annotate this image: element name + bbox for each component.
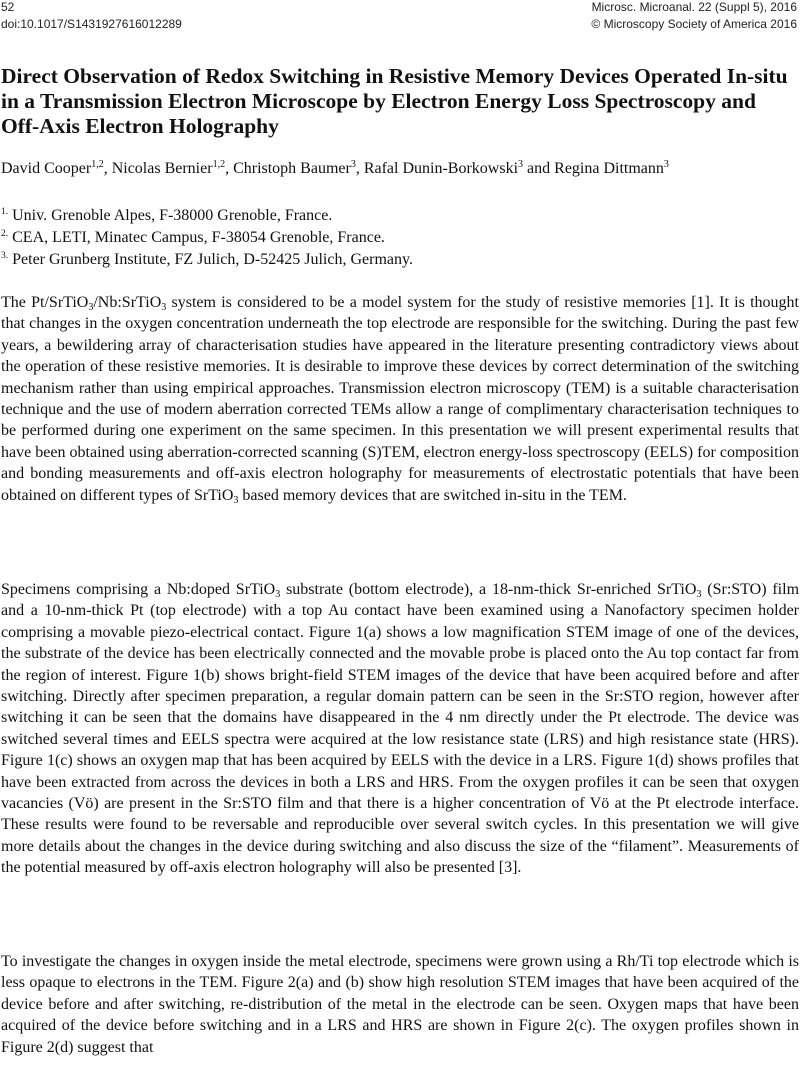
body-paragraph-3: To investigate the changes in oxygen inside the metal electrode, specimens were grown using a Rh/Ti top electrode which is less opaque to electrons in the TEM. Figure 2(a) and (b) show high resolution STEM images that have been acquired of the device before and after switching, re-distribution of the metal in the electrode can be seen. Oxygen maps that have been acquired of the device before switching and in a LRS and HRS are shown in Figure 2(c). The oxygen profiles shown in Figure 2(d) suggest that (1, 953, 799, 1056)
author (554, 160, 669, 177)
affiliation-list (1, 205, 413, 271)
text-run: substrate (bottom electrode), a 18-nm-thick Sr-enriched SrTiO (280, 581, 697, 598)
author (112, 160, 233, 177)
journal-citation: Microsc. Microanal. 22 (Suppl 5), 2016 (591, 0, 797, 14)
affiliation (1, 249, 413, 271)
text-run: system is considered to be a model system for the study of resistive memories [1]. It is thought that changes in the oxygen concentration underneath the top electrode are responsible for the switching. During the past few years, a bewildering array of characterisation studies have appeared in the literature presenting contradictory views about the operation of these resistive memories. It is desirable to improve these devices by correct determination of the switching mechanism rather than using empirical approaches. Transmission electron microscopy (TEM) is a suitable characterisation technique and the use of modern aberration corrected TEMs allow a range of complimentary characterisation techniques to be performed during one experiment on the same specimen. In this presentation we will present experimental results that have been obtained using aberration-corrected scanning (S)TEM, electron energy-loss spectroscopy (EELS) for composition and bonding measurements and off-axis electron holography for measurements of electrostatic potentials that have been obtained on different types of SrTiO (1, 294, 799, 504)
text-run: /Nb:SrTiO (93, 294, 162, 311)
author (364, 160, 554, 177)
text-run: Specimens comprising a Nb:doped SrTiO (1, 581, 276, 598)
doi: doi:10.1017/S1431927616012289 (1, 17, 182, 31)
copyright: © Microscopy Society of America 2016 (591, 17, 797, 31)
paper-title: Direct Observation of Redox Switching in Resistive Memory Devices Operated In-situ in a Transmission Electron Microscope by Electron Energy Loss Spectroscopy and Off-Axis Electron Holography (1, 64, 788, 138)
affiliation-text: Peter Grunberg Institute, FZ Julich, D-52425 Julich, Germany. (8, 251, 413, 268)
author-separator: , (103, 160, 112, 177)
subscript: 3 (233, 494, 239, 506)
author (1, 160, 112, 177)
subscript: 3 (88, 302, 94, 313)
subscript: 3 (696, 589, 702, 600)
author-affiliation: 3 (518, 159, 524, 170)
author-affiliation: 1,2 (91, 159, 104, 170)
affiliation-number: 2. (1, 229, 9, 239)
affiliation-text: CEA, LETI, Minatec Campus, F-38054 Grenoble, France. (8, 229, 385, 246)
author-affiliation: 3 (663, 159, 669, 170)
author-name: Rafal Dunin-Borkowski (363, 160, 519, 177)
text-run: The Pt/SrTiO (1, 294, 89, 311)
affiliation-number: 1. (1, 207, 9, 217)
text-run: (Sr:STO) film and a 10-nm-thick Pt (top electrode) with a top Au contact have been examined using a Nanofactory specimen holder comprising a movable piezo-electrical contact. Figure 1(a) shows a low magnification STEM image of one of the devices, the substrate of the device has been electrically connected and the movable probe is placed onto the Au top contact far from the region of interest. Figure 1(b) shows bright-field STEM images of the device that have been acquired before and after switching. Directly after specimen preparation, a regular domain pattern can be seen in the Sr:STO region, however after switching it can be seen that the domains have disappeared in the 4 nm directly under the Pt electrode. The device was switched several times and EELS spectra were acquired at the low resistance state (LRS) and high resistance state (HRS). Figure 1(c) shows an oxygen map that has been acquired by EELS with the device in a LRS. Figure 1(d) shows profiles that have been extracted from across the devices in both a LRS and HRS. From the oxygen profiles it can be seen that oxygen vacancies (Vö) are present in the Sr:STO film and that there is a higher concentration of Vö at the Pt electrode interface. These results were found to be reversable and reproducible over several switch cycles. In this presentation we will give more details about the changes in the device during switching and also discuss the size of the “filament”. Measurements of the potential measured by off-axis electron holography will also be presented [3]. (1, 581, 800, 877)
author-separator: , (225, 160, 234, 177)
text-run: based memory devices that are switched in-situ in the TEM. (238, 486, 627, 504)
author-affiliation: 3 (350, 159, 356, 170)
affiliation-text: Univ. Grenoble Alpes, F-38000 Grenoble, France. (8, 207, 333, 224)
affiliation (1, 227, 413, 249)
subscript: 3 (275, 589, 281, 600)
author-list (1, 159, 799, 179)
author-separator: and (523, 160, 555, 177)
affiliation (1, 205, 413, 227)
subscript: 3 (161, 302, 167, 313)
author (233, 160, 364, 177)
body-paragraph-1 (1, 292, 799, 506)
author-name: Regina Dittmann (554, 160, 664, 177)
author-name: Nicolas Bernier (111, 160, 213, 177)
page-number: 52 (1, 0, 15, 14)
author-name: Christoph Baumer (233, 160, 351, 177)
affiliation-number: 3. (1, 251, 9, 261)
author-affiliation: 1,2 (212, 159, 226, 170)
body-paragraph-2 (1, 579, 799, 879)
author-name: David Cooper (1, 160, 92, 177)
author-separator: , (355, 160, 364, 177)
